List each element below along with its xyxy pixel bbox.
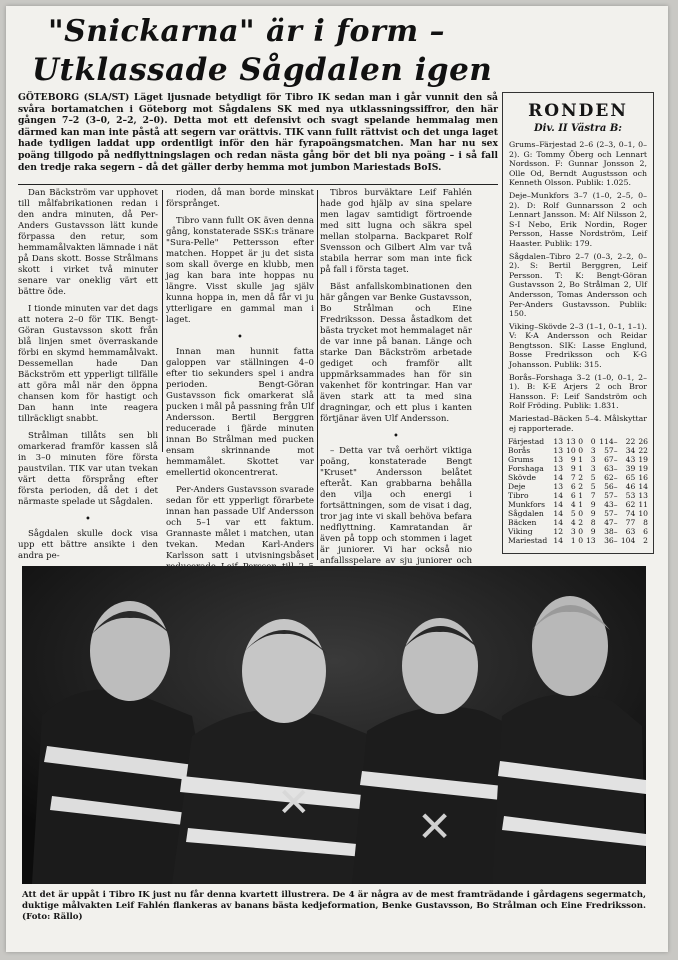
column-rule [162,190,163,452]
standings-cell: 14 [553,473,564,483]
standings-cell: 3 [590,455,596,465]
standings-cell: 14 [553,536,564,546]
team-name: Munkfors [508,500,546,510]
match-reports [503,134,653,433]
standings-cell: 53 [625,491,636,501]
standings-cell: 65 [625,473,636,483]
standings-cell: 8 [643,518,648,528]
column-rule [317,190,318,560]
standings-row [507,536,649,545]
team-name: Mariestad [508,536,548,546]
standings-cell: 36– [604,536,618,546]
team-name: Forshaga [508,464,544,474]
standings-cell: 13 [553,455,564,465]
standings-cell: 3 [590,446,596,456]
sidebar-subtitle: Div. II Västra B: [533,123,623,134]
standings-cell: 14 [553,491,564,501]
separator-dot: • [85,514,91,525]
paragraph: rioden, då man borde minskat försprånget. [166,188,314,209]
standings-cell: 1 [578,455,584,465]
standings-cell: 13 [565,437,576,447]
paragraph: Dan Bäckström var upphovet till målfabrikationen redan i den andra minuten, då Per-Anders Gustavsson lätt kunde förpassa den retur, som hemmamålvakten lämnade i nät på Dans skott. Bosse Strålmans skott i virket två minuter senare var oneklig värt ett bättre öde. [18,188,158,297]
standings-cell: 0 [578,527,584,537]
standings-cell: 34 [625,446,636,456]
match-report: Grums–Färjestad 2–6 (2–3, 0–1, 0–2). G: Tommy Öberg och Lennart Nordsson. F: Gunnar Jonsson 2, Olle Od, Berndt Augustsson och Kenneth Olsson. Publik: 1.025. [509,140,647,188]
standings-cell: 2 [643,536,648,546]
paragraph: Bäst anfallskombinationen den här gången var Benke Gustavsson, Bo Strålman och Eine Fredriksson. Dessa åstadkom det bästa trycket mot hemmalaget när de var inne på banan. Länge och starke Dan Bäckström arbetade gediget och framför allt uppmärksammades han för sin vakenhet för kontringar. Han var även stark att ta med sina dragningar, och ett plus i kanten förtjänar även Ulf Andersson. [320,282,472,424]
standings-cell: 1 [578,500,584,510]
standings-cell: 26 [638,437,648,447]
paragraph: – Detta var två oerhört viktiga poäng, konstaterade Bengt "Kruset" Andersson belåtet efteråt. Kan grabbarna behålla den vilja och energi i fortsättningen, som de visat i dag, tror jag inte vi skall behöva befara nedflyttning. Kamratandan är även på topp och stommen i laget är juniorer. Vi har också nio anfallsspelare av sju juniorer och [320,446,472,566]
standings-cell: 57– [604,491,618,501]
standings-cell: 57– [604,446,618,456]
standings-cell: 38– [604,527,618,537]
standings-cell: 13 [553,482,564,492]
league-table [507,437,649,545]
standings-cell: 19 [638,455,648,465]
standings-cell: 9 [570,464,576,474]
standings-cell: 4 [570,500,576,510]
match-report: Deje–Munkfors 3–7 (1–0, 2–5, 0–2). D: Rolf Gunnarsson 2 och Lennart Jansson. M: Alf Nilsson 2, S-I Nebo, Erik Nordin, Roger Persson, Hasse Nordström, Leif Haaster. Publik: 179. [509,190,647,248]
standings-cell: 11 [638,500,648,510]
standings-cell: 14 [553,509,564,519]
separator-dot: • [393,431,399,442]
standings-cell: 9 [590,509,596,519]
standings-cell: 104 [620,536,636,546]
standings-cell: 12 [553,527,564,537]
standings-cell: 19 [638,464,648,474]
paragraph: Tibros burväktare Leif Fahlén hade god hjälp av sina spelare men lagav samtidigt förtroende med sitt lugna och säkra spel mellan stolparna. Backparet Rolf Svensson och Gilbert Alm var två stabila herrar som man inte fick på fall i första taget. [320,188,472,275]
team-name: Tibro [508,491,529,501]
standings-cell: 1 [578,491,584,501]
paragraph: Innan man hunnit fatta galoppen var ställningen 4–0 efter tio sekunders spel i andra perioden. Bengt-Göran Gustavsson fick omarkerat slå pucken i mål på passning från Ulf Andersson. Bertil Berggren reducerade i fjärde minuten innan Bo Strålman med pucken ensam skrinnande mot hemmamålet. Skottet var emellertid okoncentrerat. [166,347,314,478]
standings-cell: 0 [578,509,584,519]
standings-cell: 13 [553,464,564,474]
paragraph: Per-Anders Gustavsson svarade sedan för ett ypperligt förarbete innan han passade Ulf Andersson och 5–1 var ett faktum. Grannaste målet i matchen, utan tvekan. Medan Karl-Anders Karlsson satt i utvisningsbåset [166,485,314,561]
standings-cell: 0 [578,446,584,456]
standings-row [507,464,649,473]
standings-cell: 14 [638,482,648,492]
team-photo [22,566,646,884]
standings-cell: 7 [590,491,596,501]
standings-cell: 2 [578,482,584,492]
standings-cell: 3 [590,464,596,474]
separator-dot: • [237,332,243,343]
standings-cell: 22 [638,446,648,456]
standings-cell: 7 [570,473,576,483]
standings-row [507,446,649,455]
standings-cell: 1 [578,464,584,474]
paragraph: Strålman tillåts sen bli omarkerad framför kassen slå in 3–0 minuten före första paustvilan. TIK var utan tvekan värt detta försprång efter första perioden, då det i det närmaste spelade ut Sågdalen. [18,431,158,507]
standings-cell: 14 [553,518,564,528]
standings-cell: 4 [570,518,576,528]
standings-cell: 63– [604,464,618,474]
standings-cell: 47– [604,518,618,528]
standings-cell: 9 [590,500,596,510]
team-name: Sågdalen [508,509,544,519]
team-name: Deje [508,482,526,492]
standings-cell: 62 [625,500,636,510]
standings-row [507,455,649,464]
lead-divider [18,184,498,185]
standings-cell: 13 [585,536,596,546]
standings-cell: 77 [625,518,636,528]
standings-cell: 16 [638,473,648,483]
team-name: Grums [508,455,534,465]
standings-cell: 6 [643,527,648,537]
match-report: Mariestad–Bäcken 5–4. Målskyttar ej rapporterade. [509,414,647,433]
standings-cell: 56– [604,482,618,492]
article-column-1 [18,188,158,568]
standings-cell: 2 [578,473,584,483]
standings-cell: 14 [553,500,564,510]
standings-cell: 74 [625,509,636,519]
standings-cell: 0 [578,437,584,447]
match-report: Sågdalen–Tibro 2–7 (0–3, 2–2, 0–2). S: Bertil Berggren, Leif Persson. T: K: Bengt-Göran Gustavsson 2, Bo Strålman 2, Ulf Andersson, Tomas Andersson och Per-Anders Gustavsson. Publik: 150. [509,251,647,319]
standings-cell: 10 [638,509,648,519]
paragraph: I tionde minuten var det dags att notera 2–0 för TIK. Bengt-Göran Gustavsson skott från blå linjen smet överraskande förbi en skymd hemmamålvakt. Dessemellan hade Dan Bäckström ett ypperligt tillfälle att göra mål när den öppna chansen kom för hastigt och Dan hann inte reagera tillräckligt snabbt. [18,304,158,424]
sidebar-title: RONDEN [528,101,628,121]
standings-cell: 62– [604,473,618,483]
article-lead: GÖTEBORG (SLA/ST) Läget ljusnade betydligt för Tibro IK sedan man i går vunnit den så svåra bortamatchen i Göteborg mot Sågdalens SK med nya utklassningssiffror, den här gången 7–2 (3–0, 2–2, 2–0). Detta mot ett defensivt och svagt spelande hemmalag men därmed kan man inte påstå att segern var orättvis. TIK vann fullt rättvist och det unga laget hade tydligen laddat upp ordentligt inför den här fyrapoängsmatchen. Man har nu sex poäng tillgodo på nedflyttningslagen och redan nästa gång bör det bli nya poäng – i så fall den tredje raka segern – då det gäller derby hemma mot jumbon Mariestads BoIS. [18,92,498,173]
standings-row [507,500,649,509]
standings-cell: 13 [638,491,648,501]
match-report: Viking–Skövde 2–3 (1–1, 0–1, 1–1). V: K-A Andersson och Reidar Bengtsson. SIK: Lasse Englund, Bosse Fredriksson och K-G Johansson. Publik: 315. [509,321,647,370]
standings-row [507,482,649,491]
standings-row [507,509,649,518]
svg-text:✕: ✕ [277,780,311,826]
standings-cell: 9 [570,455,576,465]
standings-cell: 67– [604,455,618,465]
photo-illustration [22,566,646,884]
standings-cell: 13 [553,446,564,456]
standings-cell: 39 [625,464,636,474]
standings-cell: 6 [570,482,576,492]
headline-line-1: "Snickarna" är i form – [48,14,446,49]
team-name: Skövde [508,473,537,483]
standings-cell: 46 [625,482,636,492]
standings-cell: 10 [565,446,576,456]
standings-cell: 13 [553,437,564,447]
team-name: Färjestad [508,437,545,447]
standings-cell: 43– [604,500,618,510]
team-name: Viking [508,527,533,537]
standings-cell: 5 [570,509,576,519]
standings-cell: 43 [625,455,636,465]
standings-cell: 3 [570,527,576,537]
team-name: Bäcken [508,518,537,528]
standings-cell: 0 [578,536,584,546]
standings-row [507,518,649,527]
standings-cell: 63 [625,527,636,537]
paragraph: Sågdalen skulle dock visa upp ett bättre ansikte i den andra pe- [18,529,158,561]
standings-cell: 1 [570,536,576,546]
standings-cell: 2 [578,518,584,528]
paragraph: Tibro vann fullt OK även denna gång, konstaterade SSK:s tränare "Sura-Pelle" Pettersson efter matchen. Hoppet är ju det sista som skall överge en klubb, men jag kan bara inte hoppas nu längre. Visst skulle jag själv kunna hoppa in, men då får vi ju ytterligare en gammal man i laget. [166,216,314,325]
standings-cell: 22 [625,437,636,447]
standings-cell: 57– [604,509,618,519]
standings-cell: 9 [590,527,596,537]
standings-cell: 0 [590,437,596,447]
standings-row [507,473,649,482]
standings-row [507,437,649,446]
standings-cell: 5 [590,482,596,492]
standings-cell: 8 [590,518,596,528]
results-sidebar [502,92,654,554]
standings-row [507,527,649,536]
standings-cell: 5 [590,473,596,483]
svg-text:✕: ✕ [417,802,453,851]
headline-line-2: Utklassade Sågdalen igen [32,52,493,88]
standings-cell: 114– [599,437,618,447]
standings-row [507,491,649,500]
team-name: Borås [508,446,531,456]
photo-caption: Att det är uppåt i Tibro IK just nu får denna kvartett illustrera. De 4 är några av de mest framträdande i gårdagens segermatch, duktige målvakten Leif Fahlén flankeras av banans bästa kedjeformation, Benke Gustavsson, Bo Strålman och Eine Fredriksson. (Foto: Rällo) [22,890,646,922]
match-report: Borås–Forshaga 3–2 (1–0, 0–1, 2–1). B: K-E Arjers 2 och Bror Hansson. F: Leif Sandström och Rolf Fröding. Publik: 1.831. [509,372,647,411]
standings-cell: 6 [570,491,576,501]
